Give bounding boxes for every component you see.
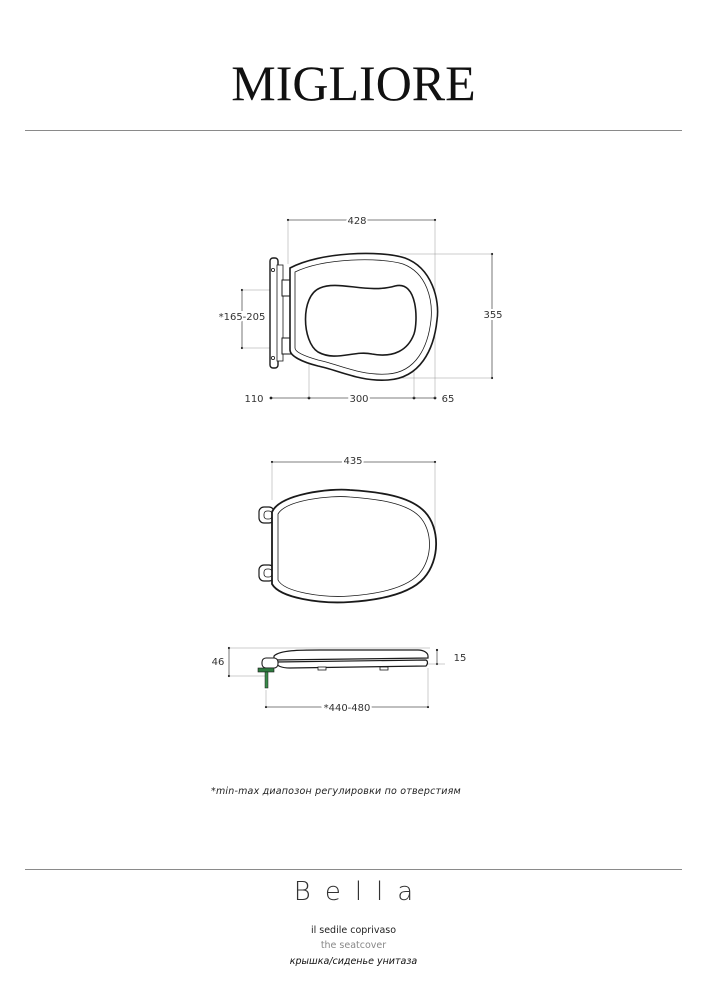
product-subtitle-russian: крышка/сиденье унитаза [289,956,418,967]
side-hinge [262,658,278,668]
dimension-label-lid-width: 435 [343,456,363,467]
brand-logo: MIGLIORE [231,55,476,111]
dimension-label-width: 428 [347,216,367,227]
side-lid-profile [274,650,428,660]
dimension-label-length: *440-480 [323,703,371,714]
side-view [212,648,467,714]
lid-view [259,456,436,602]
dimension-label-65: 65 [441,394,455,405]
dimension-label-hole-spacing: *165-205 [218,312,266,323]
seat-opening [306,285,417,356]
product-name: Bella [293,877,428,907]
adjustment-note: *min-max диапозон регулировки по отверстиям [211,786,461,797]
dimension-label-height: 46 [211,657,225,668]
lid-outline [272,490,436,603]
product-subtitle-italian: il sedile coprivaso [310,925,397,936]
product-subtitle-english: the seatcover [320,940,387,951]
hinge-bolt [265,672,268,688]
bottom-divider [25,869,682,870]
dimension-label-110: 110 [244,394,264,405]
top-view [219,216,503,405]
dimension-label-300: 300 [349,394,369,405]
dimension-label-depth: 355 [483,310,503,321]
side-seat-profile [276,660,428,668]
dimension-label-thickness: 15 [453,653,467,664]
